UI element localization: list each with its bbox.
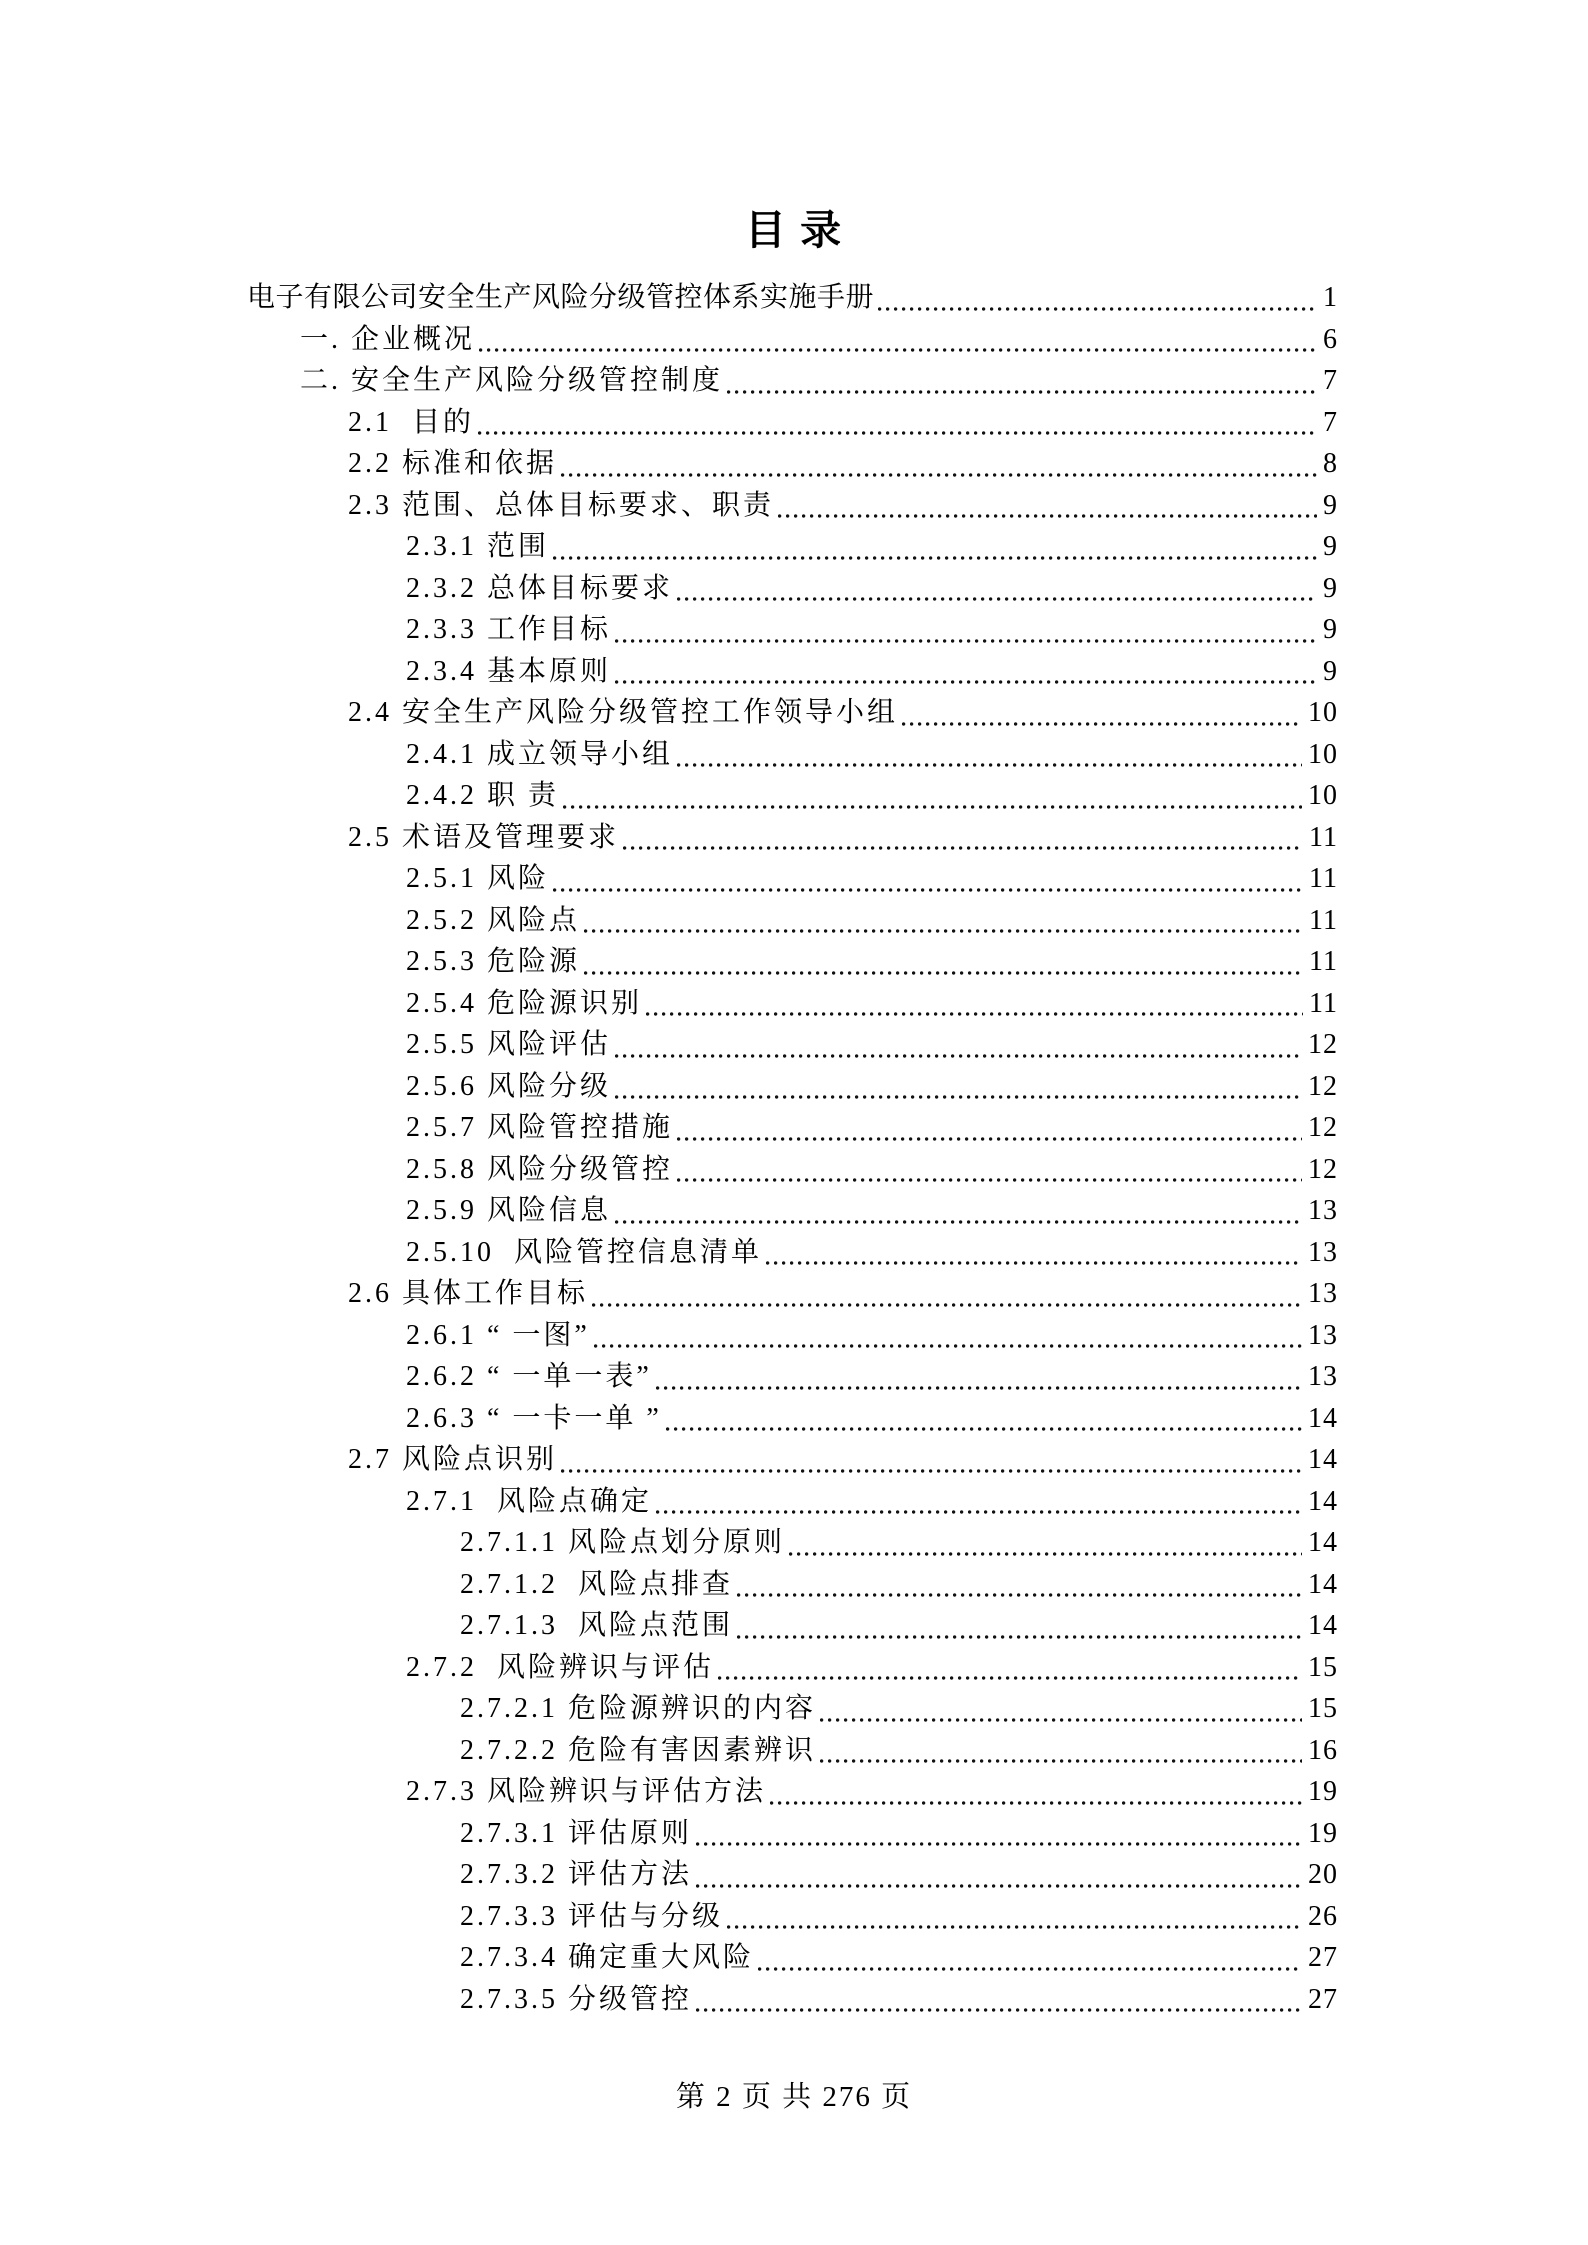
toc-entry[interactable] bbox=[0, 941, 1338, 983]
toc-entry-label: 2.1 目的 bbox=[348, 406, 475, 438]
dot-leader bbox=[696, 1979, 1302, 2021]
toc-entry[interactable] bbox=[0, 1896, 1338, 1938]
toc-entry[interactable] bbox=[0, 900, 1338, 942]
toc-entry-label: 二. 安全生产风险分级管控制度 bbox=[300, 365, 724, 396]
toc-entry[interactable] bbox=[0, 1024, 1338, 1066]
toc-entry[interactable] bbox=[0, 775, 1338, 817]
toc-entry-label: 2.3.3 工作目标 bbox=[406, 614, 612, 645]
dot-leader bbox=[656, 1356, 1302, 1398]
toc-entry-label: 2.3.4 基本原则 bbox=[406, 655, 612, 687]
toc-entry[interactable] bbox=[0, 319, 1338, 361]
dot-leader bbox=[646, 983, 1303, 1025]
dot-leader bbox=[615, 1024, 1302, 1066]
toc-entry-page: 11 bbox=[1309, 987, 1338, 1019]
dot-leader bbox=[789, 1522, 1302, 1564]
dot-leader bbox=[677, 568, 1317, 610]
toc-entry-label: 2.4.2 职 责 bbox=[406, 780, 560, 811]
dot-leader bbox=[727, 360, 1317, 402]
dot-leader bbox=[656, 1481, 1302, 1523]
toc-entry-page: 13 bbox=[1308, 1319, 1338, 1351]
toc-entry-page: 11 bbox=[1309, 946, 1338, 977]
toc-entry-page: 12 bbox=[1308, 1153, 1338, 1185]
toc-entry-page: 11 bbox=[1309, 821, 1338, 853]
toc-entry[interactable] bbox=[0, 1066, 1338, 1108]
toc-entry-page: 10 bbox=[1308, 780, 1338, 811]
toc-entry-label: 2.7.1.2 风险点排查 bbox=[460, 1568, 734, 1600]
toc-entry-page: 9 bbox=[1323, 655, 1338, 687]
dot-leader bbox=[677, 734, 1302, 776]
dot-leader bbox=[737, 1605, 1302, 1647]
toc-entry[interactable] bbox=[0, 1730, 1338, 1772]
toc-entry[interactable] bbox=[0, 1854, 1338, 1896]
toc-entry[interactable] bbox=[0, 526, 1338, 568]
dot-leader bbox=[820, 1730, 1302, 1772]
dot-leader bbox=[696, 1813, 1302, 1855]
toc-entry-page: 1 bbox=[1323, 282, 1338, 313]
toc-entry-label: 2.5.4 危险源识别 bbox=[406, 987, 643, 1019]
toc-entry[interactable] bbox=[0, 277, 1338, 319]
toc-entry-page: 27 bbox=[1308, 1942, 1338, 1973]
toc-list bbox=[0, 277, 1338, 2020]
dot-leader bbox=[770, 1771, 1302, 1813]
toc-entry[interactable] bbox=[0, 1522, 1338, 1564]
toc-entry[interactable] bbox=[0, 1398, 1338, 1440]
toc-entry-page: 13 bbox=[1308, 1278, 1338, 1309]
toc-entry[interactable] bbox=[0, 1688, 1338, 1730]
dot-leader bbox=[563, 775, 1302, 817]
toc-entry-page: 14 bbox=[1308, 1568, 1338, 1600]
toc-entry-page: 8 bbox=[1323, 448, 1338, 479]
toc-entry-page: 14 bbox=[1308, 1610, 1338, 1641]
page-title: 目 录 bbox=[744, 207, 844, 253]
toc-entry-label: 2.7.2.2 危险有害因素辨识 bbox=[460, 1734, 817, 1766]
toc-entry-label: 2.6 具体工作目标 bbox=[348, 1278, 589, 1309]
dot-leader bbox=[553, 526, 1317, 568]
toc-entry-label: 2.7.1.1 风险点划分原则 bbox=[460, 1527, 786, 1558]
toc-entry-page: 7 bbox=[1323, 365, 1338, 396]
dot-leader bbox=[666, 1398, 1302, 1440]
toc-entry-page: 10 bbox=[1308, 697, 1338, 728]
toc-entry-label: 2.7.3.4 确定重大风险 bbox=[460, 1942, 755, 1973]
toc-entry-label: 2.5.3 危险源 bbox=[406, 946, 581, 977]
dot-leader bbox=[758, 1937, 1302, 1979]
toc-entry-label: 2.5 术语及管理要求 bbox=[348, 821, 620, 853]
toc-entry-label: 2.3.1 范围 bbox=[406, 531, 550, 562]
toc-entry-label: 2.4 安全生产风险分级管控工作领导小组 bbox=[348, 697, 899, 728]
dot-leader bbox=[727, 1896, 1302, 1938]
toc-entry-page: 19 bbox=[1308, 1817, 1338, 1849]
dot-leader bbox=[615, 651, 1317, 693]
toc-entry-page: 14 bbox=[1308, 1444, 1338, 1475]
dot-leader bbox=[737, 1564, 1302, 1606]
dot-leader bbox=[878, 277, 1317, 319]
toc-entry-label: 2.7.3.1 评估原则 bbox=[460, 1817, 693, 1849]
toc-entry[interactable] bbox=[0, 817, 1338, 859]
toc-entry[interactable] bbox=[0, 1564, 1338, 1606]
toc-entry-label: 2.7.3.5 分级管控 bbox=[460, 1983, 693, 2015]
dot-leader bbox=[594, 1315, 1302, 1357]
dot-leader bbox=[561, 1439, 1302, 1481]
dot-leader bbox=[696, 1854, 1302, 1896]
toc-entry-label: 2.7.1.3 风险点范围 bbox=[460, 1610, 734, 1641]
dot-leader bbox=[820, 1688, 1302, 1730]
toc-entry-page: 11 bbox=[1309, 863, 1338, 894]
dot-leader bbox=[478, 402, 1317, 444]
toc-entry[interactable] bbox=[0, 402, 1338, 444]
toc-entry[interactable] bbox=[0, 1356, 1338, 1398]
dot-leader bbox=[677, 1107, 1302, 1149]
toc-entry[interactable] bbox=[0, 1813, 1338, 1855]
toc-entry[interactable] bbox=[0, 1107, 1338, 1149]
toc-entry[interactable] bbox=[0, 443, 1338, 485]
toc-entry[interactable] bbox=[0, 1647, 1338, 1689]
toc-entry-page: 19 bbox=[1308, 1776, 1338, 1807]
toc-entry-page: 14 bbox=[1308, 1485, 1338, 1517]
toc-entry-label: 2.5.9 风险信息 bbox=[406, 1195, 612, 1226]
toc-entry-label: 电子有限公司安全生产风险分级管控体系实施手册 bbox=[247, 282, 875, 313]
toc-entry[interactable] bbox=[0, 1273, 1338, 1315]
toc-entry-label: 2.7.1 风险点确定 bbox=[406, 1485, 653, 1517]
toc-entry-label: 2.5.5 风险评估 bbox=[406, 1029, 612, 1060]
dot-leader bbox=[902, 692, 1302, 734]
dot-leader bbox=[592, 1273, 1302, 1315]
dot-leader bbox=[553, 858, 1303, 900]
toc-entry[interactable] bbox=[0, 1937, 1338, 1979]
toc-entry-page: 27 bbox=[1308, 1983, 1338, 2015]
toc-entry[interactable] bbox=[0, 360, 1338, 402]
dot-leader bbox=[479, 319, 1317, 361]
toc-entry-label: 2.3 范围、总体目标要求、职责 bbox=[348, 489, 775, 521]
toc-entry-page: 16 bbox=[1308, 1734, 1338, 1766]
toc-entry-page: 13 bbox=[1308, 1361, 1338, 1392]
toc-entry-label: 2.7.3 风险辨识与评估方法 bbox=[406, 1776, 767, 1807]
toc-entry[interactable] bbox=[0, 1315, 1338, 1357]
toc-entry-page: 12 bbox=[1308, 1070, 1338, 1102]
toc-entry[interactable] bbox=[0, 651, 1338, 693]
toc-entry-label: 一. 企业概况 bbox=[300, 323, 476, 355]
toc-entry-label: 2.5.10 风险管控信息清单 bbox=[406, 1236, 763, 1268]
toc-entry-page: 10 bbox=[1308, 738, 1338, 770]
toc-entry-page: 14 bbox=[1308, 1527, 1338, 1558]
toc-entry-label: 2.5.2 风险点 bbox=[406, 904, 581, 936]
toc-entry[interactable] bbox=[0, 485, 1338, 527]
toc-entry-label: 2.5.8 风险分级管控 bbox=[406, 1153, 674, 1185]
toc-entry[interactable] bbox=[0, 1232, 1338, 1274]
toc-entry-label: 2.5.6 风险分级 bbox=[406, 1070, 612, 1102]
toc-entry[interactable] bbox=[0, 1190, 1338, 1232]
dot-leader bbox=[584, 941, 1303, 983]
toc-entry-label: 2.2 标准和依据 bbox=[348, 448, 558, 479]
toc-entry-label: 2.7 风险点识别 bbox=[348, 1444, 558, 1475]
page-footer: 第 2 页 共 276 页 bbox=[675, 2081, 913, 2113]
toc-entry-label: 2.7.3.2 评估方法 bbox=[460, 1859, 693, 1890]
toc-entry-page: 15 bbox=[1308, 1693, 1338, 1724]
toc-entry[interactable] bbox=[0, 1771, 1338, 1813]
dot-leader bbox=[584, 900, 1303, 942]
toc-entry[interactable] bbox=[0, 1979, 1338, 2021]
toc-entry-page: 6 bbox=[1323, 323, 1338, 355]
toc-entry-page: 13 bbox=[1308, 1236, 1338, 1268]
dot-leader bbox=[778, 485, 1317, 527]
toc-entry-page: 26 bbox=[1308, 1900, 1338, 1932]
toc-entry-page: 12 bbox=[1308, 1112, 1338, 1143]
toc-entry[interactable] bbox=[0, 1481, 1338, 1523]
toc-entry[interactable] bbox=[0, 734, 1338, 776]
toc-entry-page: 13 bbox=[1308, 1195, 1338, 1226]
dot-leader bbox=[766, 1232, 1302, 1274]
dot-leader bbox=[677, 1149, 1302, 1191]
toc-entry[interactable] bbox=[0, 858, 1338, 900]
toc-entry-page: 9 bbox=[1323, 572, 1338, 604]
toc-entry-label: 2.5.7 风险管控措施 bbox=[406, 1112, 674, 1143]
toc-entry-page: 14 bbox=[1308, 1402, 1338, 1434]
toc-entry[interactable] bbox=[0, 1439, 1338, 1481]
dot-leader bbox=[561, 443, 1317, 485]
toc-entry[interactable] bbox=[0, 609, 1338, 651]
dot-leader bbox=[615, 609, 1317, 651]
toc-entry[interactable] bbox=[0, 983, 1338, 1025]
toc-entry-page: 12 bbox=[1308, 1029, 1338, 1060]
toc-entry[interactable] bbox=[0, 692, 1338, 734]
toc-entry-page: 9 bbox=[1323, 614, 1338, 645]
toc-entry-label: 2.6.1 “ 一图” bbox=[406, 1319, 590, 1351]
toc-entry-page: 9 bbox=[1323, 531, 1338, 562]
toc-entry-page: 11 bbox=[1309, 904, 1338, 936]
toc-entry-label: 2.7.3.3 评估与分级 bbox=[460, 1900, 724, 1932]
dot-leader bbox=[718, 1647, 1302, 1689]
toc-entry-label: 2.4.1 成立领导小组 bbox=[406, 738, 674, 770]
toc-entry-label: 2.3.2 总体目标要求 bbox=[406, 572, 674, 604]
toc-entry-label: 2.5.1 风险 bbox=[406, 863, 550, 894]
dot-leader bbox=[615, 1066, 1302, 1108]
dot-leader bbox=[623, 817, 1303, 859]
toc-entry[interactable] bbox=[0, 568, 1338, 610]
toc-entry[interactable] bbox=[0, 1149, 1338, 1191]
toc-entry-label: 2.7.2.1 危险源辨识的内容 bbox=[460, 1693, 817, 1724]
dot-leader bbox=[615, 1190, 1302, 1232]
toc-entry-label: 2.7.2 风险辨识与评估 bbox=[406, 1651, 715, 1683]
toc-entry-label: 2.6.3 “ 一卡一单 ” bbox=[406, 1402, 662, 1434]
toc-entry-page: 20 bbox=[1308, 1859, 1338, 1890]
toc-entry[interactable] bbox=[0, 1605, 1338, 1647]
toc-entry-label: 2.6.2 “ 一单一表” bbox=[406, 1361, 652, 1392]
toc-entry-page: 9 bbox=[1323, 489, 1338, 521]
toc-entry-page: 15 bbox=[1308, 1651, 1338, 1683]
toc-entry-page: 7 bbox=[1323, 406, 1338, 438]
